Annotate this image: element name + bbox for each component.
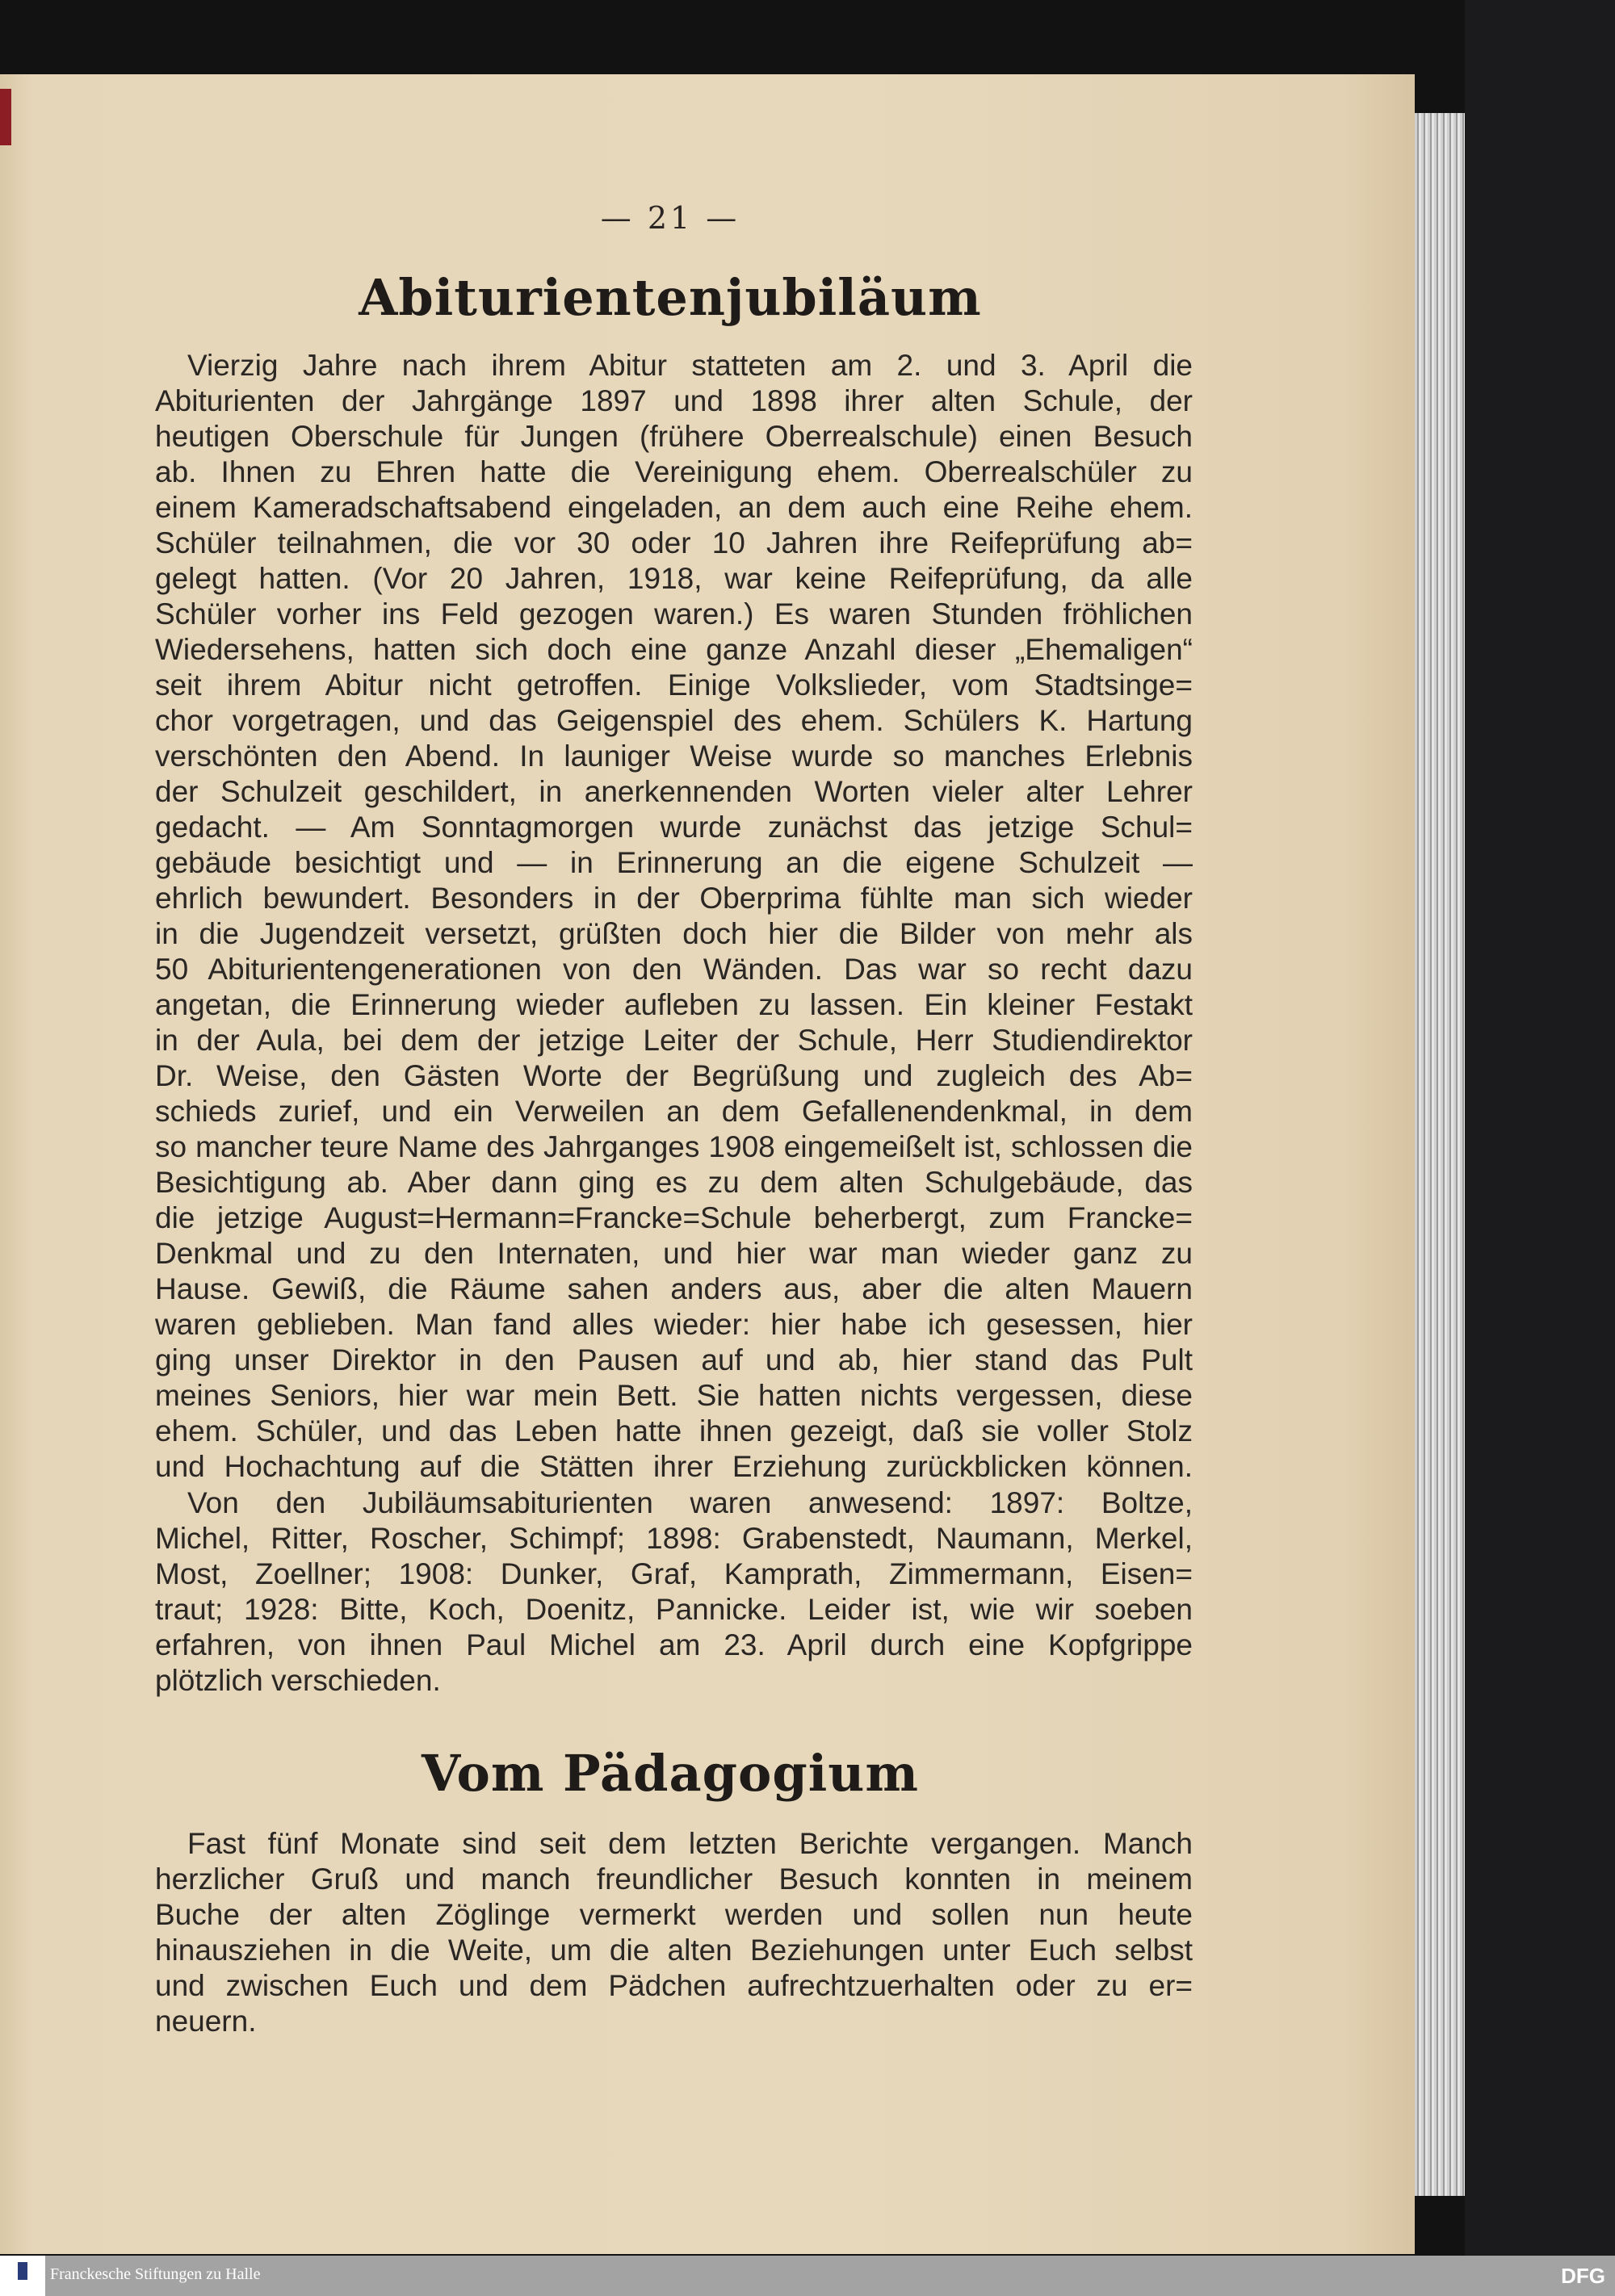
section-title-abiturientenjubilaeum: Abiturientenjubiläum (359, 268, 982, 327)
paragraph (155, 1485, 1193, 1699)
paragraph (155, 348, 1193, 1485)
text-line: Vierzig Jahre nach ihrem Abitur statteten am 2. und 3. April die (187, 349, 1193, 382)
text-line: Denkmal und zu den Internaten, und hier war man wieder ganz zu (155, 1237, 1193, 1270)
text-line: in die Jugendzeit versetzt, grüßten doch hier die Bilder von mehr als (155, 917, 1193, 950)
text-line: erfahren, von ihnen Paul Michel am 23. April durch eine Kopfgrippe (155, 1628, 1193, 1661)
text-line: ging unser Direktor in den Pausen auf und ab, hier stand das Pult (155, 1343, 1193, 1376)
paragraph (155, 1826, 1193, 2039)
text-line: waren geblieben. Man fand alles wieder: hier habe ich gesessen, hier (155, 1308, 1193, 1341)
text-line: 50 Abiturientengenerationen von den Wänden. Das war so recht dazu (155, 953, 1193, 986)
franckesche-stiftungen-logo (0, 2256, 45, 2296)
text-line: so mancher teure Name des Jahrganges 1908 eingemeißelt ist, schlossen die (155, 1130, 1193, 1163)
spine-edge (0, 89, 11, 145)
text-line: chor vorgetragen, und das Geigenspiel des ehem. Schülers K. Hartung (155, 704, 1193, 737)
text-line: hinausziehen in die Weite, um die alten Beziehungen unter Euch selbst (155, 1934, 1193, 1967)
text-line: die jetzige August=Hermann=Francke=Schule beherbergt, zum Francke= (155, 1201, 1193, 1234)
text-line: Besichtigung ab. Aber dann ging es zu dem alten Schulgebäude, das (155, 1166, 1193, 1199)
text-line: gebäude besichtigt und — in Erinnerung an die eigene Schulzeit — (155, 846, 1193, 879)
text-line: Most, Zoellner; 1908: Dunker, Graf, Kamprath, Zimmermann, Eisen= (155, 1557, 1193, 1590)
text-line: schieds zurief, und ein Verweilen an dem Gefallenendenkmal, in dem (155, 1095, 1193, 1128)
text-line: einem Kameradschaftsabend eingeladen, an dem auch eine Reihe ehem. (155, 491, 1193, 524)
footer-institution: Franckesche Stiftungen zu Halle (50, 2265, 261, 2283)
text-line: gelegt hatten. (Vor 20 Jahren, 1918, war keine Reifeprüfung, da alle (155, 562, 1193, 595)
footer-bar (0, 2256, 1615, 2296)
text-line: plötzlich verschieden. (155, 1664, 441, 1697)
page-number: — 21 — (600, 200, 740, 236)
text-line: neuern. (155, 2005, 257, 2038)
text-line: der Schulzeit geschildert, in anerkennenden Worten vieler alter Lehrer (155, 775, 1193, 808)
text-line: Abiturienten der Jahrgänge 1897 und 1898 ihrer alten Schule, der (155, 384, 1193, 417)
text-line: in der Aula, bei dem der jetzige Leiter der Schule, Herr Studiendirektor (155, 1024, 1193, 1057)
text-line: meines Seniors, hier war mein Bett. Sie hatten nichts vergessen, diese (155, 1379, 1193, 1412)
text-line: und zwischen Euch und dem Pädchen aufrechtzuerhalten oder zu er= (155, 1969, 1193, 2002)
text-line: herzlicher Gruß und manch freundlicher Besuch konnten in meinem (155, 1862, 1193, 1896)
text-line: und Hochachtung auf die Stätten ihrer Erziehung zurückblicken können. (155, 1450, 1193, 1483)
text-line: Schüler teilnahmen, die vor 30 oder 10 Jahren ihre Reifeprüfung ab= (155, 526, 1193, 559)
page-edges (1415, 113, 1465, 2196)
text-line: Dr. Weise, den Gästen Worte der Begrüßung und zugleich des Ab= (155, 1059, 1193, 1092)
text-line: Hause. Gewiß, die Räume sahen anders aus, aber die alten Mauern (155, 1272, 1193, 1305)
text-line: Michel, Ritter, Roscher, Schimpf; 1898: Grabenstedt, Naumann, Merkel, (155, 1522, 1193, 1555)
text-line: heutigen Oberschule für Jungen (frühere Oberrealschule) einen Besuch (155, 420, 1193, 453)
section-title-vom-paedagogium: Vom Pädagogium (422, 1744, 919, 1803)
text-line: gedacht. — Am Sonntagmorgen wurde zunächst das jetzige Schul= (155, 811, 1193, 844)
text-line: verschönten den Abend. In launiger Weise wurde so manches Erlebnis (155, 739, 1193, 773)
text-line: ab. Ihnen zu Ehren hatte die Vereinigung ehem. Oberrealschüler zu (155, 455, 1193, 488)
text-line: ehrlich bewundert. Besonders in der Oberprima fühlte man sich wieder (155, 882, 1193, 915)
dfg-logo: DFG (1561, 2264, 1605, 2288)
text-line: Fast fünf Monate sind seit dem letzten Berichte vergangen. Manch (187, 1827, 1193, 1860)
text-line: Schüler vorher ins Feld gezogen waren.) Es waren Stunden fröhlichen (155, 597, 1193, 631)
text-line: Wiedersehens, hatten sich doch eine ganze Anzahl dieser „Ehemaligen“ (155, 633, 1193, 666)
text-line: Von den Jubiläumsabiturienten waren anwesend: 1897: Boltze, (187, 1486, 1193, 1519)
text-line: angetan, die Erinnerung wieder aufleben zu lassen. Ein kleiner Festakt (155, 988, 1193, 1021)
text-line: Buche der alten Zöglinge vermerkt werden und sollen nun heute (155, 1898, 1193, 1931)
text-line: traut; 1928: Bitte, Koch, Doenitz, Pannicke. Leider ist, wie wir soeben (155, 1593, 1193, 1626)
text-line: seit ihrem Abitur nicht getroffen. Einige Volkslieder, vom Stadtsinge= (155, 668, 1193, 702)
book-cover (1465, 0, 1615, 2256)
text-line: ehem. Schüler, und das Leben hatte ihnen gezeigt, daß sie voller Stolz (155, 1414, 1193, 1448)
